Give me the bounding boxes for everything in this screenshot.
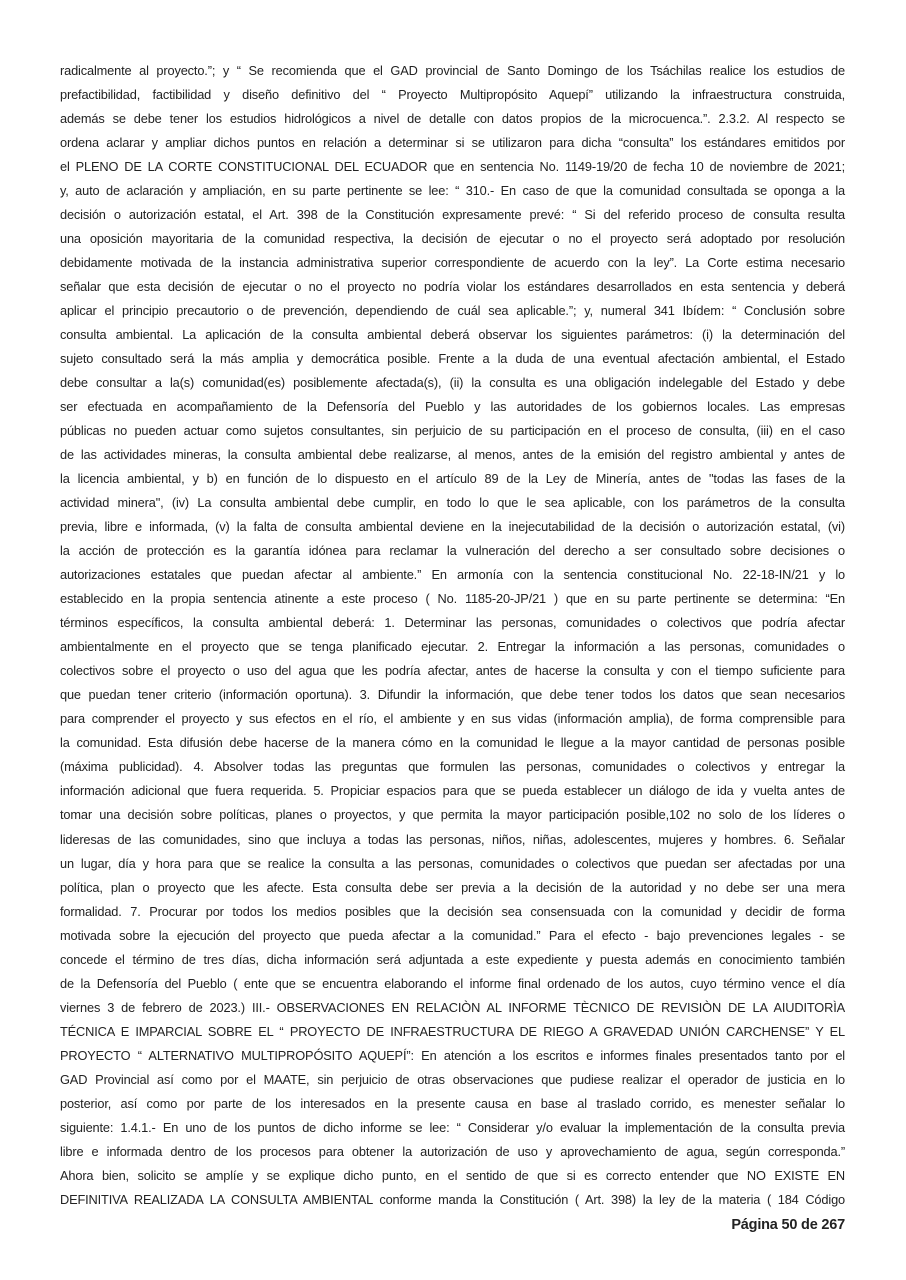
text-line: lideresas de las comunidades, sino que incluya a todas las personas, niños, niñas, adolescentes, mujeres y hombres. 6. Señalar xyxy=(60,831,845,847)
text-line: ordena aclarar y ampliar dichos puntos en relación a determinar si se utilizaron para dicha “consulta” los estándares emitidos por xyxy=(60,135,845,151)
text-line: política, plan o proyecto que les afecte. Esta consulta debe ser previa a la decisión de la autoridad y no debe ser una mera xyxy=(60,879,845,895)
text-line: libre e informada dentro de los procesos para obtener la autorización de uso y aprovechamiento de agua, según corresponda.” xyxy=(60,1143,845,1159)
text-line: para comprender el proyecto y sus efectos en el río, el ambiente y en sus vidas (información amplia), de forma comprensible para xyxy=(60,711,845,727)
text-line: ambientalmente en el proyecto que se tenga planificado ejecutar. 2. Entregar la información a las personas, comunidades o xyxy=(60,639,845,655)
text-line: debe consultar a la(s) comunidad(es) posiblemente afectada(s), (ii) la consulta es una obligación indelegable del Estado y debe xyxy=(60,375,845,391)
text-line: PROYECTO “ ALTERNATIVO MULTIPROPÓSITO AQUEPÍ”: En atención a los escritos e informes finales presentados tanto por el xyxy=(60,1047,845,1063)
text-line: además se debe tener los estudios hidrológicos a nivel de detalle con datos propios de la microcuenca.”. 2.3.2. Al respecto se xyxy=(60,111,845,127)
text-line: radicalmente al proyecto.”; y “ Se recomienda que el GAD provincial de Santo Domingo de los Tsáchilas realice los estudios de xyxy=(60,63,845,78)
text-line: consulta ambiental. La aplicación de la consulta ambiental deberá observar los siguientes parámetros: (i) la determinación del xyxy=(60,327,845,343)
text-line: establecido en la propia sentencia atinente a este proceso ( No. 1185-20-JP/21 ) que en su parte pertinente se determina: “En xyxy=(60,591,845,607)
text-line: autorizaciones estatales que puedan afectar al ambiente.” En armonía con la sentencia constitucional No. 22-18-IN/21 y lo xyxy=(60,567,845,583)
text-line: aplicar el principio precautorio o de prevención, dependiendo de cuál sea aplicable.”; y, numeral 341 Ibídem: “ Conclusión sobre xyxy=(60,303,845,319)
text-line: previa, libre e informada, (v) la falta de consulta ambiental deviene en la inejecutabilidad de la decisión o autorización estatal, (vi) xyxy=(60,519,845,535)
text-line: debidamente motivada de la instancia administrativa superior correspondiente de acuerdo con la ley”. La Corte estima necesario xyxy=(60,255,845,271)
text-line: términos específicos, la consulta ambiental deberá: 1. Determinar las personas, comunidades o colectivos que podría afectar xyxy=(60,615,845,631)
text-line: decisión o autorización estatal, el Art. 398 de la Constitución expresamente prevé: “ Si del referido proceso de consulta resulta xyxy=(60,207,845,223)
text-line: y, auto de aclaración y ampliación, en su parte pertinente se lee: “ 310.- En caso de que la comunidad consultada se oponga a la xyxy=(60,183,845,199)
text-line: públicas no pueden actuar como sujetos consultantes, sin perjuicio de su participación en el proceso de consulta, (iii) en el caso xyxy=(60,423,845,439)
text-line: la acción de protección es la garantía idónea para reclamar la vulneración del derecho a ser consultado sobre decisiones o xyxy=(60,543,845,559)
text-line: (máxima publicidad). 4. Absolver todas las preguntas que formulen las personas, comunidades o colectivos y entregar la xyxy=(60,759,845,775)
text-line: la licencia ambiental, y b) en función de lo dispuesto en el artículo 89 de la Ley de Minería, antes de "todas las fases de la xyxy=(60,471,845,487)
text-line: colectivos sobre el proyecto o uso del agua que les podría afectar, antes de hacerse la consulta y con el tiempo suficiente para xyxy=(60,663,845,679)
text-line: de las actividades mineras, la consulta ambiental debe realizarse, al menos, antes de la emisión del registro ambiental y antes de xyxy=(60,447,845,463)
text-line: GAD Provincial así como por el MAATE, sin perjuicio de otras observaciones que pudiese realizar el operador de justicia en lo xyxy=(60,1071,845,1087)
text-line: viernes 3 de febrero de 2023.) III.- OBSERVACIONES EN RELACIÒN AL INFORME TÈCNICO DE REVISIÒN DE LA AIUDITORÌA xyxy=(60,999,845,1015)
text-line: posterior, así como por parte de los interesados en la presente causa en base al traslado corrido, es menester señalar lo xyxy=(60,1095,845,1111)
text-line: que puedan tener criterio (información oportuna). 3. Difundir la información, que debe tener todos los datos que sean necesarios xyxy=(60,687,845,703)
text-line: actividad minera", (iv) La consulta ambiental debe cumplir, en todo lo que le sea aplicable, con los parámetros de la consulta xyxy=(60,495,845,511)
text-line: sujeto consultado será la más amplia y democrática posible. Frente a la duda de una eventual afectación ambiental, el Estado xyxy=(60,351,845,367)
text-line: el PLENO DE LA CORTE CONSTITUCIONAL DEL ECUADOR que en sentencia No. 1149-19/20 de fecha 10 de noviembre de 2021; xyxy=(60,159,845,175)
text-line: información adicional que fuera requerida. 5. Propiciar espacios para que se pueda establecer un diálogo de ida y vuelta antes de xyxy=(60,783,845,799)
text-line: TÉCNICA E IMPARCIAL SOBRE EL “ PROYECTO DE INFRAESTRUCTURA DE RIEGO A GRAVEDAD UNIÓN CARCHENSE” Y EL xyxy=(60,1023,845,1039)
text-line: siguiente: 1.4.1.- En uno de los puntos de dicho informe se lee: “ Considerar y/o evaluar la implementación de la consulta previa xyxy=(60,1119,845,1135)
text-line: prefactibilidad, factibilidad y diseño definitivo del “ Proyecto Multipropósito Aquepí” utilizando la infraestructura construida, xyxy=(60,87,845,103)
text-line: señalar que esta decisión de ejecutar o no el proyecto no podría violar los estándares desarrollados en esta sentencia y deberá xyxy=(60,279,845,295)
text-line: DEFINITIVA REALIZADA LA CONSULTA AMBIENTAL conforme manda la Constitución ( Art. 398) la ley de la materia ( 184 Código xyxy=(60,1191,845,1207)
text-line: ser efectuada en acompañamiento de la Defensoría del Pueblo y las autoridades de los gobiernos locales. Las empresas xyxy=(60,399,845,415)
text-line: tomar una decisión sobre políticas, planes o proyectos, y que permita la mayor participación posible,102 no solo de los líderes o xyxy=(60,807,845,823)
text-line: una oposición mayoritaria de la comunidad respectiva, la decisión de ejecutar o no el proyecto será adoptado por resolución xyxy=(60,231,845,247)
text-line: motivada sobre la ejecución del proyecto que pueda afectar a la comunidad.” Para el efecto - bajo prevenciones legales - se xyxy=(60,927,845,943)
text-line: un lugar, día y hora para que se realice la consulta a las personas, comunidades o colectivos que puedan ser afectadas por una xyxy=(60,855,845,871)
document-body xyxy=(60,59,845,1212)
text-line: la comunidad. Esta difusión debe hacerse de la manera cómo en la comunidad le llegue a la mayor cantidad de personas posible xyxy=(60,735,845,751)
page-number: Página 50 de 267 xyxy=(731,1217,845,1233)
text-line: concede el término de tres días, dicha información será adjuntada a este expediente y puesta además en conocimiento también xyxy=(60,951,845,967)
text-line: formalidad. 7. Procurar por todos los medios posibles que la decisión sea consensuada con la comunidad y decidir de forma xyxy=(60,903,845,919)
text-line: Ahora bien, solicito se amplíe y se explique dicho punto, en el sentido de que si es correcto entender que NO EXISTE EN xyxy=(60,1167,845,1183)
text-line: de la Defensoría del Pueblo ( ente que se encuentra elaborando el informe final ordenado de los autos, cuyo término vence el día xyxy=(60,975,845,991)
